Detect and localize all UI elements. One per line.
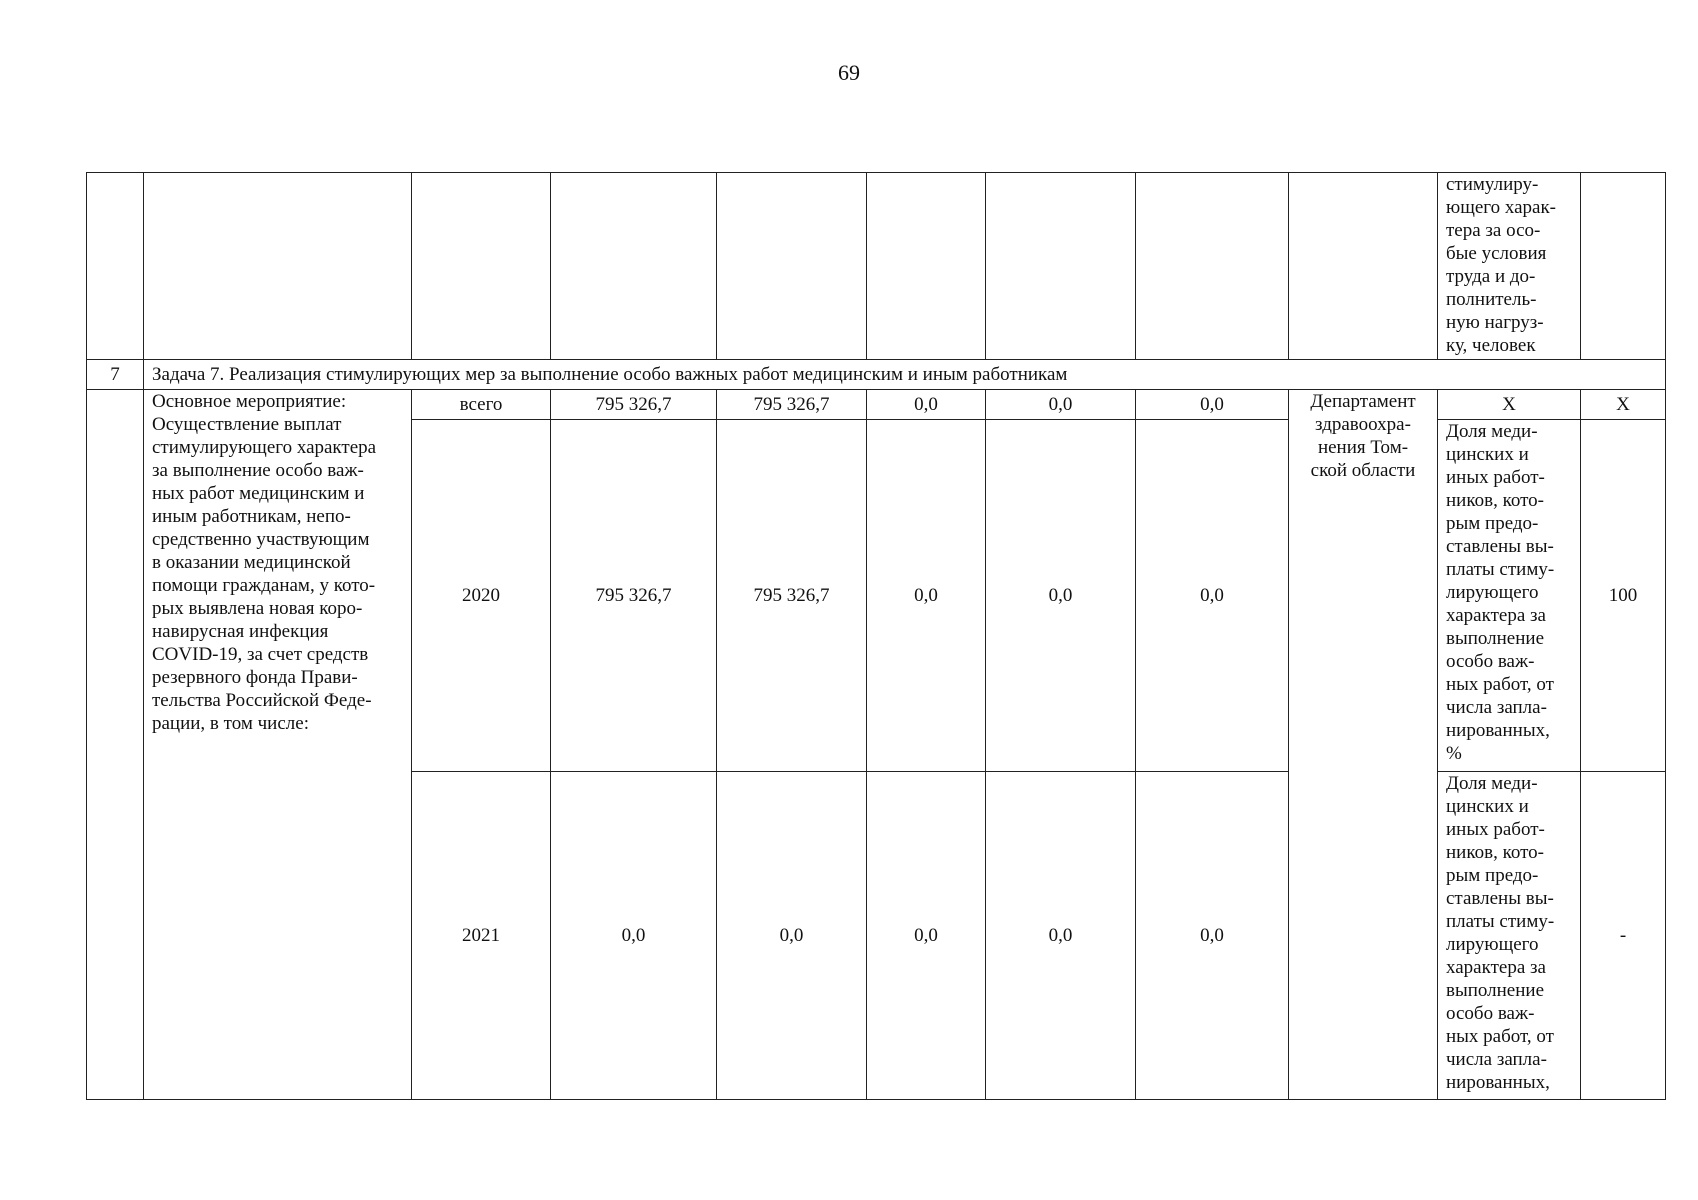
cell-empty	[1289, 173, 1438, 360]
regional-cell: 0,0	[867, 390, 986, 420]
period-cell: 2021	[412, 772, 551, 1100]
indicator-value-cell: -	[1581, 772, 1666, 1100]
other-cell: 0,0	[1136, 772, 1289, 1100]
local-cell: 0,0	[986, 772, 1136, 1100]
task-number: 7	[87, 360, 144, 390]
indicator-cell: Доля меди- цинских и иных работ- ников, кото- рым предо- ставлены вы- платы стиму- лирующего характера за выполнение особо важ- ных работ, от числа запла- нированных,	[1438, 772, 1581, 1100]
local-cell: 0,0	[986, 390, 1136, 420]
other-cell: 0,0	[1136, 390, 1289, 420]
continuation-row	[87, 173, 1666, 360]
program-table	[86, 172, 1666, 1100]
cell-empty	[87, 173, 144, 360]
cell-empty	[867, 173, 986, 360]
cell-empty	[551, 173, 717, 360]
continued-indicator-text: стимулиру- ющего харак- тера за осо- бые условия труда и до- полнитель- ную нагруз- ку, человек	[1438, 173, 1581, 360]
other-cell: 0,0	[1136, 420, 1289, 772]
local-cell: 0,0	[986, 420, 1136, 772]
cell-empty	[1136, 173, 1289, 360]
indicator-value-cell: 100	[1581, 420, 1666, 772]
period-cell: 2020	[412, 420, 551, 772]
indicator-value-cell: Х	[1581, 390, 1666, 420]
indicator-cell: Х	[1438, 390, 1581, 420]
indicator-cell: Доля меди- цинских и иных работ- ников, кото- рым предо- ставлены вы- платы стиму- лирующего характера за выполнение особо важ- ных работ, от числа запла- нированных, %	[1438, 420, 1581, 772]
federal-cell: 0,0	[717, 772, 867, 1100]
cell-empty	[87, 390, 144, 1100]
regional-cell: 0,0	[867, 420, 986, 772]
federal-cell: 795 326,7	[717, 420, 867, 772]
cell-empty	[717, 173, 867, 360]
cell-empty	[144, 173, 412, 360]
page-number: 69	[838, 60, 860, 85]
measure-name: Основное мероприятие: Осуществление выплат стимулирующего характера за выполнение особо важ- ных работ медицинским и иным работникам, непо- средственно участвующим в оказании медицинской помощи гражданам, у кото- рых выявлена новая коро- навирусная инфекция COVID-19, за счет средств резервного фонда Прави- тельства Российской Феде- рации, в том числе:	[144, 390, 412, 1100]
period-cell: всего	[412, 390, 551, 420]
measure-row-total	[87, 390, 1666, 420]
total-cell: 0,0	[551, 772, 717, 1100]
task-row	[87, 360, 1666, 390]
regional-cell: 0,0	[867, 772, 986, 1100]
cell-empty	[412, 173, 551, 360]
total-cell: 795 326,7	[551, 390, 717, 420]
total-cell: 795 326,7	[551, 420, 717, 772]
cell-empty	[986, 173, 1136, 360]
cell-empty	[1581, 173, 1666, 360]
executor-cell: Департамент здравоохра- нения Том- ской области	[1289, 390, 1438, 1100]
task-title: Задача 7. Реализация стимулирующих мер за выполнение особо важных работ медицинским и иным работникам	[144, 360, 1666, 390]
federal-cell: 795 326,7	[717, 390, 867, 420]
